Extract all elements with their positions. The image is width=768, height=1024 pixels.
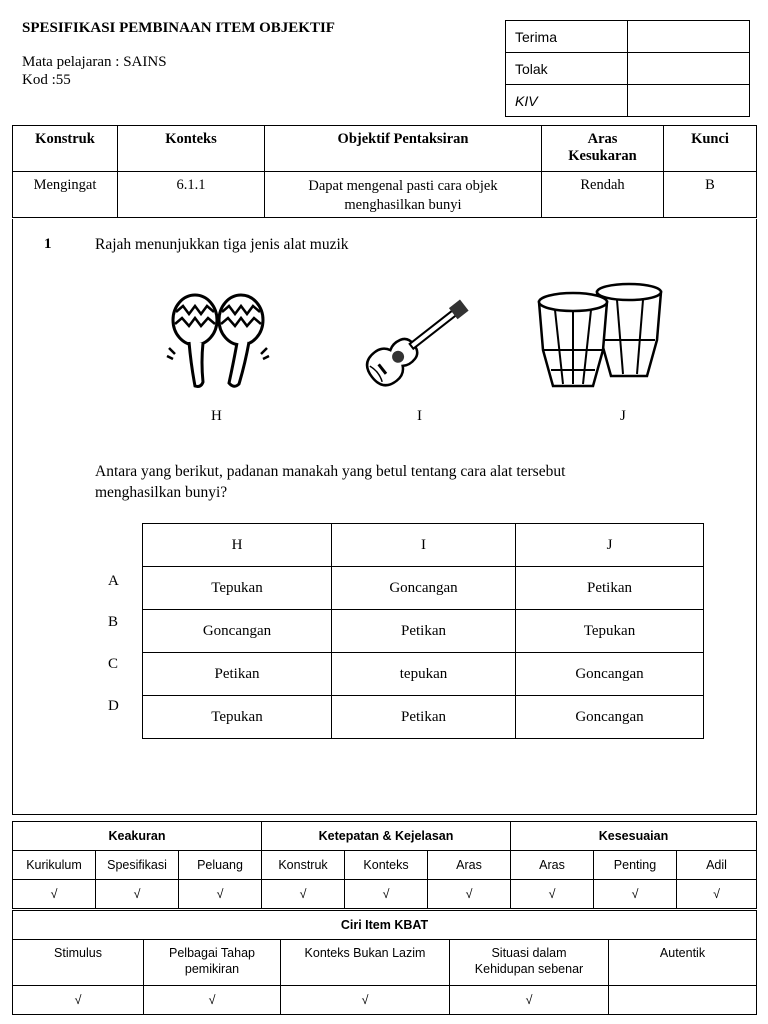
eval-criterion: Konteks bbox=[345, 851, 428, 880]
maracas-image bbox=[165, 290, 275, 395]
kbat-criterion bbox=[144, 940, 281, 986]
eval-criterion: Peluang bbox=[179, 851, 262, 880]
eval-criterion: Aras bbox=[428, 851, 511, 880]
status-terima-label: Terima bbox=[506, 21, 628, 53]
spec-header-aras-text: Aras Kesukaran bbox=[568, 131, 637, 164]
answer-cell: Tepukan bbox=[143, 567, 332, 610]
answer-cell: Goncangan bbox=[516, 653, 704, 696]
kbat-check: √ bbox=[144, 986, 281, 1015]
eval-criterion: Adil bbox=[677, 851, 757, 880]
eval-group-keakuran: Keakuran bbox=[13, 822, 262, 851]
kbat-criterion: Autentik bbox=[609, 940, 757, 986]
status-kiv-cell bbox=[628, 85, 750, 117]
kbat-criterion: Stimulus bbox=[13, 940, 144, 986]
eval-check: √ bbox=[179, 880, 262, 909]
eval-check: √ bbox=[428, 880, 511, 909]
answer-row-d bbox=[143, 696, 704, 739]
spec-header-konstruk: Konstruk bbox=[13, 126, 118, 172]
eval-criterion: Kurikulum bbox=[13, 851, 96, 880]
evaluation-table bbox=[12, 821, 757, 909]
eval-check: √ bbox=[511, 880, 594, 909]
status-kiv-label: KIV bbox=[506, 85, 628, 117]
drums-image bbox=[535, 280, 665, 392]
kbat-criterion-text: Situasi dalam Kehidupan sebenar bbox=[474, 946, 584, 976]
answer-header-i: I bbox=[332, 524, 516, 567]
answer-header-h: H bbox=[143, 524, 332, 567]
status-terima-cell bbox=[628, 21, 750, 53]
image-label-h: H bbox=[211, 408, 222, 424]
eval-criterion: Konstruk bbox=[262, 851, 345, 880]
subject-line: Mata pelajaran : SAINS bbox=[22, 54, 167, 70]
answer-cell: Petikan bbox=[516, 567, 704, 610]
answer-cell: Petikan bbox=[332, 696, 516, 739]
status-tolak-cell bbox=[628, 53, 750, 85]
kbat-title: Ciri Item KBAT bbox=[13, 911, 757, 940]
status-box bbox=[505, 20, 750, 117]
kbat-criterion-text: Pelbagai Tahap pemikiran bbox=[169, 946, 255, 976]
code-line: Kod :55 bbox=[22, 72, 71, 88]
subject-info bbox=[22, 53, 167, 89]
spec-konstruk: Mengingat bbox=[13, 172, 118, 218]
kbat-table bbox=[12, 910, 757, 1015]
guitar-image bbox=[355, 292, 480, 392]
answer-row-b bbox=[143, 610, 704, 653]
answer-cell: tepukan bbox=[332, 653, 516, 696]
kbat-check: √ bbox=[13, 986, 144, 1015]
eval-criterion: Spesifikasi bbox=[96, 851, 179, 880]
image-label-j: J bbox=[620, 408, 626, 424]
answer-cell: Goncangan bbox=[516, 696, 704, 739]
eval-group-ketepatan: Ketepatan & Kejelasan bbox=[262, 822, 511, 851]
eval-check: √ bbox=[594, 880, 677, 909]
eval-check: √ bbox=[13, 880, 96, 909]
kbat-check: √ bbox=[450, 986, 609, 1015]
document-title: SPESIFIKASI PEMBINAAN ITEM OBJEKTIF bbox=[22, 20, 335, 36]
spec-header-konteks: Konteks bbox=[118, 126, 265, 172]
spec-objektif bbox=[265, 172, 542, 218]
spec-header-aras bbox=[542, 126, 664, 172]
eval-check: √ bbox=[262, 880, 345, 909]
eval-group-kesesuaian: Kesesuaian bbox=[511, 822, 757, 851]
answer-cell: Goncangan bbox=[143, 610, 332, 653]
spec-header-kunci: Kunci bbox=[664, 126, 757, 172]
option-letter-b: B bbox=[108, 614, 119, 630]
option-letter-d: D bbox=[108, 698, 119, 714]
answer-header-j: J bbox=[516, 524, 704, 567]
eval-criterion: Aras bbox=[511, 851, 594, 880]
eval-check: √ bbox=[96, 880, 179, 909]
image-label-i: I bbox=[417, 408, 422, 424]
option-letter-a: A bbox=[108, 573, 119, 589]
question-prompt: Antara yang berikut, padanan manakah yang betul tentang cara alat tersebut menghasilkan bunyi? bbox=[95, 463, 566, 501]
spec-kunci: B bbox=[664, 172, 757, 218]
spec-konteks: 6.1.1 bbox=[118, 172, 265, 218]
option-letter-c: C bbox=[108, 656, 119, 672]
spec-header-objektif: Objektif Pentaksiran bbox=[265, 126, 542, 172]
eval-check: √ bbox=[345, 880, 428, 909]
answer-cell: Tepukan bbox=[143, 696, 332, 739]
question-number: 1 bbox=[44, 236, 52, 252]
answer-cell: Petikan bbox=[143, 653, 332, 696]
status-tolak-label: Tolak bbox=[506, 53, 628, 85]
question-text: Rajah menunjukkan tiga jenis alat muzik bbox=[95, 236, 349, 253]
spec-objektif-text: Dapat mengenal pasti cara objek menghasilkan bunyi bbox=[308, 178, 498, 213]
kbat-criterion: Konteks Bukan Lazim bbox=[281, 940, 450, 986]
answer-row-c bbox=[143, 653, 704, 696]
kbat-check: √ bbox=[281, 986, 450, 1015]
answer-cell: Tepukan bbox=[516, 610, 704, 653]
kbat-check bbox=[609, 986, 757, 1015]
eval-check: √ bbox=[677, 880, 757, 909]
spec-aras: Rendah bbox=[542, 172, 664, 218]
answer-row-a bbox=[143, 567, 704, 610]
answer-cell: Goncangan bbox=[332, 567, 516, 610]
kbat-criterion bbox=[450, 940, 609, 986]
spec-table bbox=[12, 125, 757, 218]
answer-table bbox=[142, 523, 704, 739]
answer-cell: Petikan bbox=[332, 610, 516, 653]
eval-criterion: Penting bbox=[594, 851, 677, 880]
